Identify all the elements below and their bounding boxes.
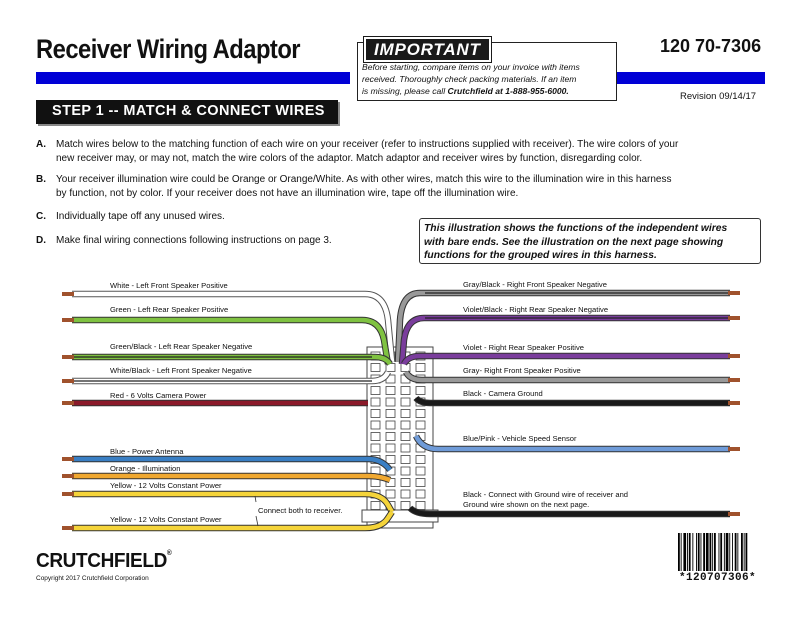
connector-pin xyxy=(386,387,395,395)
left-wire xyxy=(72,357,390,364)
connector-pin xyxy=(386,444,395,452)
connector-pin xyxy=(371,410,380,418)
barcode-bar xyxy=(703,533,705,571)
step-heading: STEP 1 -- MATCH & CONNECT WIRES xyxy=(52,103,325,119)
connector-pin xyxy=(401,421,410,429)
connect-note: Connect both to receiver. xyxy=(258,506,343,515)
bare-wire-end xyxy=(62,379,74,383)
wire-label-right: Gray- Right Front Speaker Positive xyxy=(463,366,581,375)
connector-pin xyxy=(371,387,380,395)
instruction-key: A. xyxy=(36,139,46,150)
bare-wire-end xyxy=(62,318,74,322)
wire-label-left: Red - 6 Volts Camera Power xyxy=(110,391,207,400)
bare-wire-end xyxy=(728,401,740,405)
instruction-text: Make final wiring connections following instructions on page 3. xyxy=(56,235,332,246)
connector-pin xyxy=(386,421,395,429)
callout-text: This illustration shows the functions of the independent wires with bare ends. See the illustration on the next page showing functions for the grouped wires in this harness. xyxy=(424,223,728,261)
bare-wire-end xyxy=(728,291,740,295)
connector-pin xyxy=(371,502,380,510)
wire-label-right: Violet/Black - Right Rear Speaker Negative xyxy=(463,305,609,314)
bare-wire-end xyxy=(62,292,74,296)
barcode-bar xyxy=(735,533,737,571)
copyright: Copyright 2017 Crutchfield Corporation xyxy=(36,575,149,582)
barcode-bar xyxy=(720,533,722,571)
connector-pin xyxy=(371,364,380,372)
wire-label-right: Blue/Pink - Vehicle Speed Sensor xyxy=(463,434,577,443)
wire-label-right: Gray/Black - Right Front Speaker Negative xyxy=(463,280,607,289)
instruction-text: Individually tape off any unused wires. xyxy=(56,211,225,222)
important-line-3: is missing, please call xyxy=(362,86,448,96)
wire-label-left: Yellow - 12 Volts Constant Power xyxy=(110,481,222,490)
important-heading: IMPORTANT xyxy=(364,37,491,62)
barcode-bar xyxy=(698,533,700,571)
connector-pin xyxy=(401,433,410,441)
barcode-bar xyxy=(678,533,680,571)
right-wire xyxy=(404,356,730,364)
instruction-key: D. xyxy=(36,235,46,246)
bare-wire-end xyxy=(62,355,74,359)
barcode-text: *120707306* xyxy=(679,572,757,584)
connector-pin xyxy=(416,410,425,418)
barcode-bar xyxy=(724,533,725,571)
barcode-bar xyxy=(706,533,709,571)
ground-note-line2: Ground wire shown on the next page. xyxy=(463,500,590,509)
barcode-bar xyxy=(744,533,745,571)
connector-block xyxy=(362,347,438,528)
barcode-bar xyxy=(746,533,748,571)
barcode xyxy=(678,533,770,571)
barcode-bar xyxy=(726,533,729,571)
wire-label-right: Black - Camera Ground xyxy=(463,389,543,398)
instruction-key: B. xyxy=(36,174,46,185)
left-wire-outline xyxy=(72,494,392,512)
connector-pin xyxy=(416,421,425,429)
barcode-bar xyxy=(729,533,730,571)
wire-label-left: Blue - Power Antenna xyxy=(110,447,184,456)
instruction-key: C. xyxy=(36,211,46,222)
important-phone: Crutchfield at 1-888-955-6000. xyxy=(447,86,569,96)
connector-pin xyxy=(416,387,425,395)
bare-wire-end xyxy=(62,492,74,496)
revision-date: Revision 09/14/17 xyxy=(680,91,757,102)
connector-pin xyxy=(416,467,425,475)
part-number: 120 70-7306 xyxy=(660,36,762,56)
connector-pin xyxy=(416,456,425,464)
connector-pin xyxy=(371,398,380,406)
connector-pin xyxy=(401,502,410,510)
connector-pin xyxy=(401,490,410,498)
barcode-bar xyxy=(732,533,733,571)
barcode-bar xyxy=(689,533,691,571)
bare-wire-end xyxy=(728,447,740,451)
bare-wire-end xyxy=(728,512,740,516)
connector-pin xyxy=(386,490,395,498)
barcode-bar xyxy=(696,533,697,571)
bare-wire-end xyxy=(728,378,740,382)
barcode-bar xyxy=(683,533,686,571)
connector-pin xyxy=(401,467,410,475)
important-line-2: received. Thoroughly check packing materials. If an item xyxy=(362,74,577,84)
connector-pin xyxy=(401,410,410,418)
barcode-bar xyxy=(714,533,716,571)
connector-pin xyxy=(371,433,380,441)
registered-mark: ® xyxy=(166,550,172,557)
wire-label-left: Orange - Illumination xyxy=(110,464,181,473)
connector-pin xyxy=(371,421,380,429)
barcode-bar xyxy=(692,533,693,571)
connect-leader-line xyxy=(256,516,258,526)
connector-pin xyxy=(416,364,425,372)
barcode-bar xyxy=(687,533,688,571)
wire-label-left: White/Black - Left Front Speaker Negative xyxy=(110,366,252,375)
connector-pin xyxy=(371,444,380,452)
bare-wire-end xyxy=(728,316,740,320)
barcode-bar xyxy=(741,533,743,571)
barcode-bar xyxy=(681,533,682,571)
bare-wire-end xyxy=(62,474,74,478)
connector-pin xyxy=(401,387,410,395)
connector-pin xyxy=(416,490,425,498)
connector-pin xyxy=(401,479,410,487)
left-wire xyxy=(72,476,390,480)
connector-pin xyxy=(416,479,425,487)
instruction-text: Your receiver illumination wire could be Orange or Orange/White. As with other wires, match this wire to the illumination wire in this harness by function, not by color. If your receiver does not have an illumination wire, tape off the illumination wire. xyxy=(56,174,672,199)
document-title: Receiver Wiring Adaptor xyxy=(36,34,301,64)
bare-wire-end xyxy=(62,401,74,405)
bare-wire-end xyxy=(728,354,740,358)
connector-pin xyxy=(401,398,410,406)
connector-pin xyxy=(401,444,410,452)
wire-label-left: Green - Left Rear Speaker Positive xyxy=(110,305,229,314)
barcode-bar xyxy=(719,533,720,571)
instruction-text: Match wires below to the matching function of each wire on your receiver (refer to instructions supplied with receiver). The wire colors of your new receiver may, or may not, match the wire colors of the adaptor. Match adaptor and receiver wires by function, disregarding color. xyxy=(56,139,679,164)
barcode-bar xyxy=(701,533,702,571)
connector-pin xyxy=(386,456,395,464)
barcode-bar xyxy=(710,533,712,571)
bare-wire-end xyxy=(62,526,74,530)
connector-pin xyxy=(416,502,425,510)
crutchfield-logo: CRUTCHFIELD® xyxy=(36,550,172,572)
wire-label-right: Violet - Right Rear Speaker Positive xyxy=(463,343,584,352)
barcode-bar xyxy=(712,533,713,571)
wire-label-left: Yellow - 12 Volts Constant Power xyxy=(110,515,222,524)
connector-pin xyxy=(386,398,395,406)
connector-pin xyxy=(386,433,395,441)
wire-label-right: Black - Connect with Ground wire of receiver and xyxy=(463,490,629,499)
barcode-bar xyxy=(737,533,738,571)
wire-label-left: Green/Black - Left Rear Speaker Negative xyxy=(110,342,253,351)
important-line-1: Before starting, compare items on your invoice with items xyxy=(362,62,580,72)
connector-pin xyxy=(401,456,410,464)
connector-pin xyxy=(386,410,395,418)
wire-label-left: White - Left Front Speaker Positive xyxy=(110,281,228,290)
bare-wire-end xyxy=(62,457,74,461)
